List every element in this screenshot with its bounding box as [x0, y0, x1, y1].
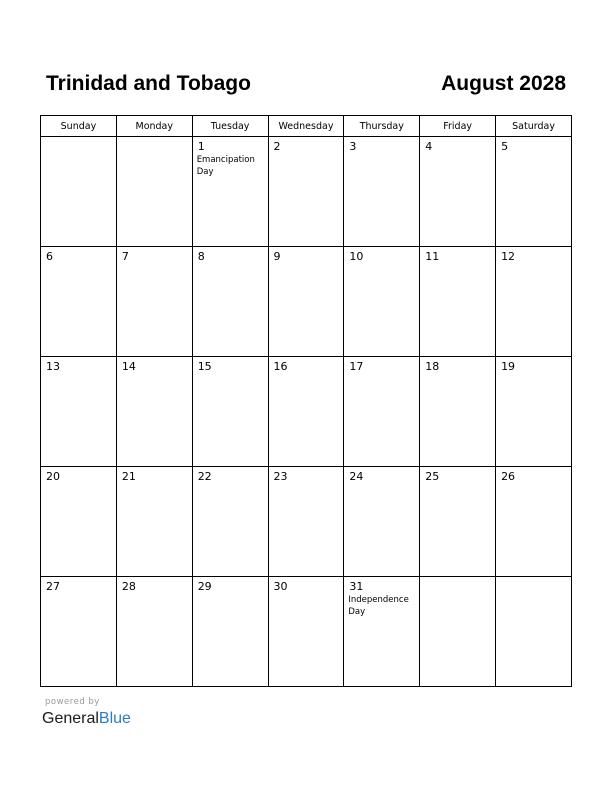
- weekday-friday: Friday: [420, 116, 496, 137]
- day-number: 28: [121, 580, 136, 593]
- day-number: 23: [273, 470, 288, 483]
- day-cell: [268, 357, 344, 467]
- weekday-thursday: Thursday: [344, 116, 420, 137]
- day-number: 26: [501, 470, 516, 483]
- holiday-label: [41, 483, 116, 484]
- holiday-label: [269, 483, 344, 484]
- day-cell: [192, 577, 268, 687]
- weekday-saturday: Saturday: [496, 116, 572, 137]
- brand-blue-text: Blue: [98, 710, 131, 727]
- holiday-label: [420, 153, 495, 154]
- week-row: [41, 357, 572, 467]
- holiday-label: [344, 153, 419, 154]
- holiday-label: [41, 140, 116, 141]
- day-cell: [420, 577, 496, 687]
- holiday-label: [41, 593, 116, 594]
- holiday-label: [193, 593, 268, 594]
- holiday-label: [496, 373, 571, 374]
- day-number: 27: [46, 580, 60, 593]
- day-cell: [344, 467, 420, 577]
- week-row: [41, 247, 572, 357]
- day-number: 25: [425, 470, 440, 483]
- weekday-wednesday: Wednesday: [268, 116, 344, 137]
- day-cell: [344, 577, 420, 687]
- day-number: 7: [121, 250, 129, 263]
- holiday-label: Independence Day: [348, 595, 409, 617]
- holiday-label: [344, 373, 419, 374]
- footer-branding: [42, 697, 131, 729]
- day-cell: [420, 247, 496, 357]
- weekday-tuesday: Tuesday: [192, 116, 268, 137]
- holiday-label: [344, 483, 419, 484]
- day-number: 3: [349, 140, 357, 153]
- day-number: 6: [46, 250, 53, 263]
- day-cell: [420, 467, 496, 577]
- holiday-label: [193, 263, 268, 264]
- holiday-label: [269, 153, 344, 154]
- day-cell: [41, 577, 117, 687]
- holiday-label: [117, 140, 192, 141]
- day-number: 15: [197, 360, 212, 373]
- day-number: 17: [349, 360, 364, 373]
- day-cell: [41, 467, 117, 577]
- day-number: 12: [501, 250, 516, 263]
- day-number: 5: [501, 140, 509, 153]
- holiday-label: [269, 593, 344, 594]
- day-cell: [268, 577, 344, 687]
- holiday-label: [117, 373, 192, 374]
- day-cell: [41, 247, 117, 357]
- holiday-label: [420, 263, 495, 264]
- weekday-monday: Monday: [116, 116, 192, 137]
- day-number: 13: [46, 360, 60, 373]
- weekday-sunday: Sunday: [41, 116, 117, 137]
- weekday-header-row: [41, 116, 572, 137]
- day-cell: [344, 357, 420, 467]
- day-cell: [268, 247, 344, 357]
- month-year-title: August 2028: [441, 72, 566, 95]
- holiday-label: [496, 153, 571, 154]
- powered-by-text: powered by: [45, 697, 100, 707]
- day-cell: [41, 137, 117, 247]
- week-row: [41, 577, 572, 687]
- day-number: 2: [273, 140, 281, 153]
- day-number: 30: [273, 580, 288, 593]
- holiday-label: [193, 373, 268, 374]
- day-cell: [41, 357, 117, 467]
- day-cell: [420, 137, 496, 247]
- day-cell: [116, 137, 192, 247]
- day-cell: [268, 137, 344, 247]
- day-number: 14: [121, 360, 136, 373]
- holiday-label: [420, 483, 495, 484]
- day-cell: [420, 357, 496, 467]
- day-number: 1: [197, 140, 205, 153]
- day-number: 24: [349, 470, 364, 483]
- holiday-label: [117, 483, 192, 484]
- day-cell: [116, 467, 192, 577]
- day-cell: [116, 247, 192, 357]
- holiday-label: [269, 263, 344, 264]
- calendar-grid: [40, 115, 572, 687]
- holiday-label: [41, 263, 116, 264]
- day-number: 11: [425, 250, 440, 263]
- holiday-label: [193, 483, 268, 484]
- week-row: [41, 467, 572, 577]
- brand-general-text: General: [42, 710, 99, 727]
- holiday-label: [117, 263, 192, 264]
- holiday-label: [420, 373, 495, 374]
- day-number: 9: [273, 250, 281, 263]
- holiday-label: [496, 580, 571, 581]
- day-number: 29: [197, 580, 212, 593]
- country-title: Trinidad and Tobago: [46, 72, 251, 95]
- generalblue-logo[interactable]: [42, 709, 131, 729]
- holiday-label: [420, 580, 495, 581]
- day-cell: [496, 247, 572, 357]
- holiday-label: Emancipation Day: [196, 155, 255, 177]
- day-number: 22: [197, 470, 212, 483]
- day-cell: [496, 467, 572, 577]
- holiday-label: [496, 263, 571, 264]
- week-row: [41, 137, 572, 247]
- day-number: 10: [349, 250, 364, 263]
- holiday-label: [269, 373, 344, 374]
- holiday-label: [344, 263, 419, 264]
- day-cell: [496, 357, 572, 467]
- day-number: 8: [197, 250, 205, 263]
- day-cell: [116, 357, 192, 467]
- day-number: 21: [121, 470, 136, 483]
- holiday-label: [496, 483, 571, 484]
- holiday-label: [41, 373, 116, 374]
- day-number: 16: [273, 360, 288, 373]
- day-number: 19: [501, 360, 516, 373]
- day-cell: [192, 357, 268, 467]
- day-number: 31: [349, 580, 364, 593]
- day-cell: [192, 467, 268, 577]
- day-cell: [268, 467, 344, 577]
- day-number: 4: [425, 140, 433, 153]
- day-cell: [192, 137, 268, 247]
- holiday-label: [117, 593, 192, 594]
- day-cell: [496, 577, 572, 687]
- day-cell: [344, 137, 420, 247]
- day-cell: [192, 247, 268, 357]
- day-number: 18: [425, 360, 440, 373]
- day-cell: [344, 247, 420, 357]
- day-cell: [496, 137, 572, 247]
- day-cell: [116, 577, 192, 687]
- day-number: 20: [46, 470, 60, 483]
